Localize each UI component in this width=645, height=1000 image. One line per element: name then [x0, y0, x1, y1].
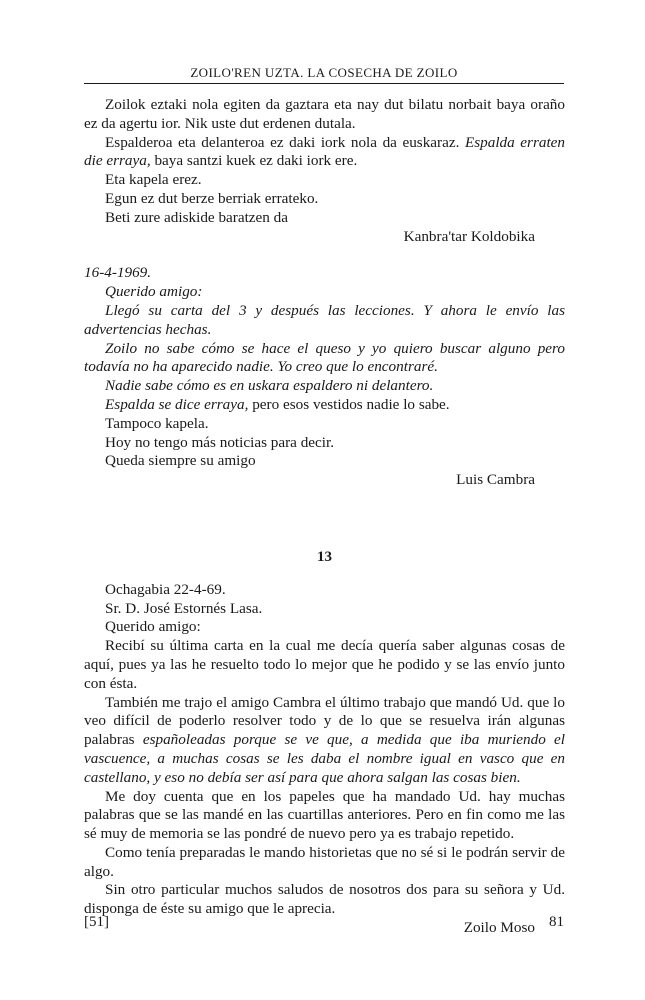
letter2-signature: Luis Cambra — [456, 471, 535, 489]
letter3-signature: Zoilo Moso — [463, 919, 535, 937]
letter3-paragraph: Me doy cuenta que en los papeles que ha mandado Ud. hay muchas palabras que se las mandé en las cuartillas anteriores. Pero en fin como me las sé muy de memoria se las pondré de nuevo pero ya es trabajo repetido. — [84, 787, 565, 843]
letter2-paragraph: Zoilo no sabe cómo se hace el queso y yo quiero buscar alguno pero todavía no ha aparecido nadie. Yo creo que lo encontraré. — [84, 339, 565, 376]
header-rule — [84, 83, 564, 84]
page-body — [84, 96, 565, 938]
letter3-addressee: Sr. D. José Estornés Lasa. — [105, 599, 263, 617]
page-number: 81 — [549, 914, 564, 930]
letter2-date: 16-4-1969. — [84, 264, 152, 282]
letter2-greeting: Querido amigo: — [105, 283, 203, 301]
chapter-number: 13 — [317, 548, 332, 565]
letter1-paragraph: Zoilok eztaki nola egiten da gaztara eta nay dut bilatu norbait baya oraño ez da agertu ior. Nik uste dut erdenen dutala. — [84, 96, 565, 132]
letter2-paragraph: Queda siempre su amigo — [105, 452, 256, 470]
page-footer — [84, 914, 564, 931]
letter1-paragraph: Egun ez dut berze berriak errateko. — [105, 189, 319, 207]
letter3-paragraph: También me trajo el amigo Cambra el último trabajo que mandó Ud. que lo veo difícil de poderlo resolver todo y de lo que se resuelva irán algunas palabras españoleadas porque se ve que, a medida que iba muriendo el vascuence, a muchas cosas se les daba el nombre igual en vasco que en castellano, y eso no debía ser así para que ahora salgan las cosas bien. — [84, 693, 565, 786]
letter2-paragraph: Espalda se dice erraya, pero esos vestidos nadie lo sabe. — [105, 395, 450, 413]
letter2-paragraph: Hoy no tengo más noticias para decir. — [105, 433, 335, 451]
letter2-paragraph: Llegó su carta del 3 y después las lecciones. Y ahora le envío las advertencias hechas. — [84, 301, 565, 338]
footer-reference: [51] — [84, 914, 109, 930]
letter3-paragraph: Como tenía preparadas le mando historietas que no sé si le podrán servir de algo. — [84, 843, 565, 880]
letter1-paragraph: Eta kapela erez. — [105, 171, 202, 189]
letter3-place-date: Ochagabia 22-4-69. — [105, 580, 226, 598]
running-title: ZOILO'REN UZTA. LA COSECHA DE ZOILO — [190, 65, 458, 80]
letter2-paragraph: Tampoco kapela. — [105, 414, 209, 432]
letter1-paragraph: Espalderoa eta delanteroa ez daki iork nola da euskaraz. Espalda erraten die erraya, baya santzi kuek ez daki iork ere. — [84, 133, 566, 170]
letter3-greeting: Querido amigo: — [105, 618, 201, 636]
letter1-paragraph: Beti zure adiskide baratzen da — [105, 208, 289, 226]
letter1-signature: Kanbra'tar Koldobika — [403, 227, 535, 245]
letter3-paragraph: Sin otro particular muchos saludos de nosotros dos para su señora y Ud. disponga de éste su amigo que le aprecia. — [84, 881, 565, 918]
letter3-paragraph: Recibí su última carta en la cual me decía quería saber algunas cosas de aquí, pues ya las he resuelto todo lo mejor que he podido y se las envío junto con ésta. — [84, 637, 565, 692]
letter2-paragraph: Nadie sabe cómo es en uskara espaldero ni delantero. — [105, 377, 434, 395]
